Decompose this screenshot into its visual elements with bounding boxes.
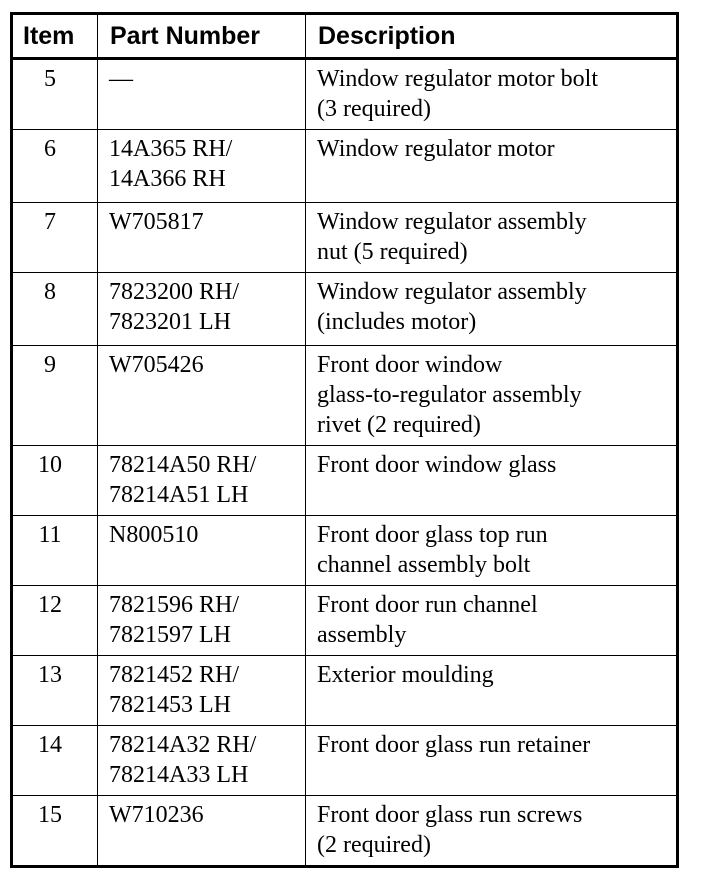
- part-number-cell: —: [98, 59, 306, 130]
- header-part-number: Part Number: [98, 14, 306, 59]
- table-header: [12, 14, 678, 59]
- item-cell: 11: [12, 516, 98, 586]
- table-row: [12, 446, 678, 516]
- item-cell: 10: [12, 446, 98, 516]
- part-number-cell: 78214A32 RH/ 78214A33 LH: [98, 726, 306, 796]
- description-cell: Window regulator motor: [306, 130, 678, 203]
- table-row: [12, 586, 678, 656]
- header-description: Description: [306, 14, 678, 59]
- description-cell: Front door window glass: [306, 446, 678, 516]
- item-cell: 5: [12, 59, 98, 130]
- table-row: [12, 726, 678, 796]
- item-cell: 7: [12, 203, 98, 273]
- part-number-cell: 14A365 RH/ 14A366 RH: [98, 130, 306, 203]
- parts-table: [10, 12, 679, 868]
- description-cell: Front door window glass-to-regulator assembly rivet (2 required): [306, 346, 678, 446]
- description-cell: Front door glass run screws (2 required): [306, 796, 678, 867]
- table-row: [12, 59, 678, 130]
- item-cell: 8: [12, 273, 98, 346]
- item-cell: 9: [12, 346, 98, 446]
- description-cell: Window regulator assembly nut (5 required): [306, 203, 678, 273]
- item-cell: 14: [12, 726, 98, 796]
- item-cell: 15: [12, 796, 98, 867]
- description-cell: Window regulator assembly (includes motor): [306, 273, 678, 346]
- header-row: [12, 14, 678, 59]
- table-row: [12, 796, 678, 867]
- description-cell: Front door run channel assembly: [306, 586, 678, 656]
- part-number-cell: W705426: [98, 346, 306, 446]
- description-cell: Exterior moulding: [306, 656, 678, 726]
- part-number-cell: N800510: [98, 516, 306, 586]
- header-item: Item: [12, 14, 98, 59]
- part-number-cell: 7823200 RH/ 7823201 LH: [98, 273, 306, 346]
- table-row: [12, 203, 678, 273]
- description-cell: Front door glass run retainer: [306, 726, 678, 796]
- table-row: [12, 346, 678, 446]
- table-body: [12, 59, 678, 867]
- part-number-cell: 7821596 RH/ 7821597 LH: [98, 586, 306, 656]
- table-row: [12, 130, 678, 203]
- table-row: [12, 656, 678, 726]
- part-number-cell: W710236: [98, 796, 306, 867]
- table-row: [12, 273, 678, 346]
- part-number-cell: 7821452 RH/ 7821453 LH: [98, 656, 306, 726]
- part-number-cell: W705817: [98, 203, 306, 273]
- table-row: [12, 516, 678, 586]
- item-cell: 12: [12, 586, 98, 656]
- item-cell: 6: [12, 130, 98, 203]
- description-cell: Front door glass top run channel assembly bolt: [306, 516, 678, 586]
- description-cell: Window regulator motor bolt (3 required): [306, 59, 678, 130]
- part-number-cell: 78214A50 RH/ 78214A51 LH: [98, 446, 306, 516]
- item-cell: 13: [12, 656, 98, 726]
